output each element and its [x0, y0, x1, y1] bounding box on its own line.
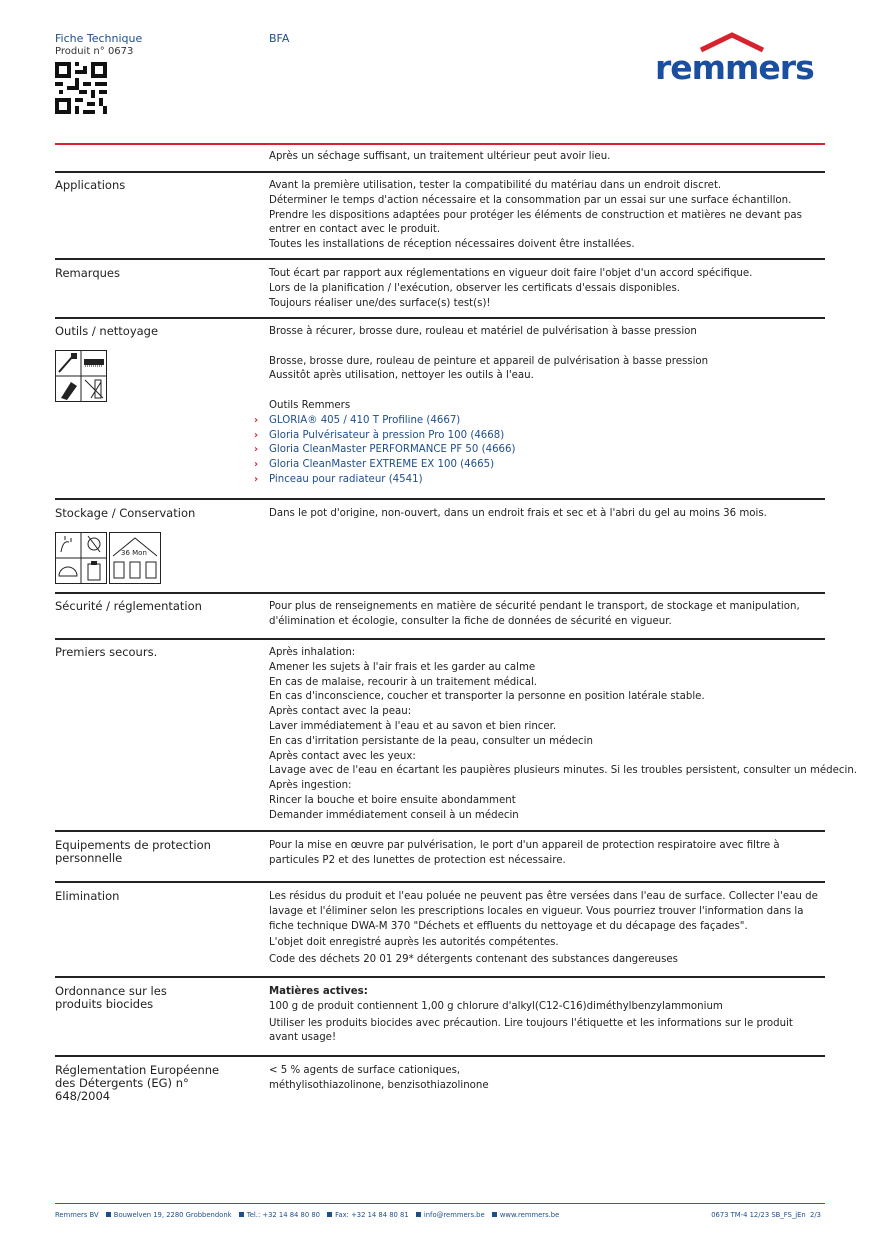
section-divider: [55, 976, 825, 978]
square-bullet-icon: [239, 1212, 244, 1217]
product-name: BFA: [269, 32, 290, 45]
text-paragraph: L'objet doit enregistré auprès les autorités compétentes.: [269, 937, 559, 949]
tool-link-text: Gloria Pulvérisateur à pression Pro 100 (4668): [269, 429, 505, 441]
section-divider: [55, 1055, 825, 1057]
tools-pictogram-icon: [55, 350, 107, 402]
section-content: [269, 600, 825, 630]
tool-link[interactable]: [254, 429, 825, 444]
section-content: [269, 179, 825, 253]
text-line: Brosse, brosse dure, rouleau de peinture et appareil de pulvérisation à basse pression: [269, 355, 709, 367]
section-divider: [55, 638, 825, 640]
section-label: Remarques: [55, 266, 120, 280]
text-line: Aussitôt après utilisation, nettoyer les outils à l'eau.: [269, 370, 534, 382]
section-label: Premiers secours.: [55, 645, 158, 659]
square-bullet-icon: [492, 1212, 497, 1217]
text-line: Brosse à récurer, brosse dure, rouleau et matériel de pulvérisation à basse pression: [269, 326, 697, 337]
chevron-right-icon: ›: [254, 444, 259, 456]
header-divider: [55, 143, 825, 145]
section-divider: [55, 498, 825, 500]
document-header: [55, 32, 142, 58]
text-paragraph: Code des déchets 20 01 29* détergents contenant des substances dangereuses: [269, 954, 678, 966]
section-content: [254, 325, 825, 488]
text-line: En cas d'inconscience, coucher et transporter la personne en position latérale stable.: [269, 691, 705, 703]
text-line: Prendre les dispositions adaptées pour protéger les éléments de construction et matières ne devant pas entrer en contact avec le produit.: [269, 209, 802, 236]
tool-link[interactable]: [254, 414, 825, 429]
text-line: En cas de malaise, recourir à un traitement médical.: [269, 676, 538, 688]
tool-link[interactable]: [254, 458, 825, 473]
section-label: Equipements de protection personnelle: [55, 838, 211, 865]
chevron-right-icon: ›: [254, 429, 259, 441]
logo-text: remmers: [655, 48, 814, 87]
storage-pictogram-icon: [55, 532, 107, 584]
tool-link[interactable]: [254, 443, 825, 458]
shelf-life-pictogram-icon: [109, 532, 161, 584]
section-divider: [55, 881, 825, 883]
text-line: méthylisothiazolinone, benzisothiazolinone: [269, 1079, 489, 1091]
section-label: Réglementation Européenne des Détergents (EG) n° 648/2004: [55, 1063, 220, 1103]
tool-link-text: Pinceau pour radiateur (4541): [269, 473, 423, 485]
footer-web-link[interactable]: www.remmers.be: [499, 1211, 560, 1219]
footer-tel: Tel.: +32 14 84 80 80: [246, 1211, 320, 1219]
text-line: Laver immédiatement à l'eau et au savon et bien rincer.: [269, 720, 557, 732]
text-line: Lavage avec de l'eau en écartant les paupières plusieurs minutes. Si les troubles persistent, consulter un médecin.: [269, 765, 858, 777]
section-content: [269, 507, 825, 522]
text-line: Toujours réaliser une/des surface(s) test(s)!: [269, 297, 491, 309]
text-line: < 5 % agents de surface cationiques,: [269, 1065, 461, 1076]
section-label: Stockage / Conservation: [55, 506, 196, 520]
shelf-life-label: 36 Mon: [121, 549, 147, 557]
tool-link-text: GLORIA® 405 / 410 T Profiline (4667): [269, 414, 461, 426]
text-paragraph: Les résidus du produit et l'eau poluée ne peuvent pas être versées dans l'eau de surface. Collecter l'eau de lavage et l'éliminer selon les prescriptions locales en vigueur. Vous pourriez trouver l'information dans la fiche technique DWA-M 370 "Déchets et effluents du nettoyage et du décapage des façades".: [269, 891, 818, 932]
section-divider: [55, 830, 825, 832]
doc-type: Fiche Technique: [55, 32, 143, 45]
active-substances-title: Matières actives:: [269, 986, 368, 997]
footer-reference: [711, 1211, 821, 1219]
product-number: Produit n° 0673: [55, 46, 134, 57]
text-line: Toutes les installations de réception nécessaires doivent être installées.: [269, 239, 635, 251]
chevron-right-icon: ›: [254, 459, 259, 471]
section-label: Ordonnance sur les produits biocides: [55, 984, 167, 1011]
footer-address: Bouwelven 19, 2280 Grobbendonk: [113, 1211, 232, 1219]
text-line: Tout écart par rapport aux réglementations en vigueur doit faire l'objet d'un accord spécifique.: [269, 268, 753, 279]
footer-page: 2/3: [810, 1211, 821, 1219]
square-bullet-icon: [416, 1212, 421, 1217]
section-divider: [55, 317, 825, 319]
text-line: Déterminer le temps d'action nécessaire et la consommation par un essai sur une surface échantillon.: [269, 194, 792, 206]
footer-company: Remmers BV: [55, 1211, 99, 1219]
text-line: Lors de la planification / l'exécution, observer les certificats d'essais disponibles.: [269, 282, 680, 294]
text-line: En cas d'irritation persistante de la peau, consulter un médecin: [269, 735, 593, 747]
text-line: Après ingestion:: [269, 780, 352, 792]
section-content: [269, 646, 858, 824]
text-line: Pour la mise en œuvre par pulvérisation, le port d'un appareil de protection respiratoire avec filtre à particules P2 et des lunettes de protection est nécessaire.: [269, 840, 780, 866]
footer-ref: 0673 TM-4 12/23 SB_FS_jEn: [711, 1211, 806, 1219]
qr-code-icon: [55, 62, 107, 114]
section-content: [269, 890, 825, 968]
section-label: Sécurité / réglementation: [55, 599, 202, 613]
footer-fax: Fax: +32 14 84 80 81: [335, 1211, 409, 1219]
tools-title: Outils Remmers: [269, 399, 351, 411]
footer-contact: [55, 1211, 559, 1219]
section-label: Outils / nettoyage: [55, 324, 159, 338]
section-divider: [55, 171, 825, 173]
text-line: 100 g de produit contiennent 1,00 g chlorure d'alkyl(C12-C16)diméthylbenzylammonium: [269, 1000, 723, 1012]
text-line: Après contact avec la peau:: [269, 706, 412, 718]
section-content: [269, 839, 825, 869]
text-line: Avant la première utilisation, tester la compatibilité du matériau dans un endroit discret.: [269, 180, 722, 191]
text-line: Rincer la bouche et boire ensuite abondamment: [269, 794, 516, 806]
text-line: Utiliser les produits biocides avec précaution. Lire toujours l'étiquette et les informations sur le produit avant usage!: [269, 1017, 793, 1044]
text-line: Dans le pot d'origine, non-ouvert, dans un endroit frais et sec et à l'abri du gel au moins 36 mois.: [269, 508, 767, 519]
section-divider: [55, 258, 825, 260]
chevron-right-icon: ›: [254, 414, 259, 426]
square-bullet-icon: [327, 1212, 332, 1217]
tool-link[interactable]: [254, 473, 825, 488]
footer-email-link[interactable]: info@remmers.be: [423, 1211, 485, 1219]
text-line: Après contact avec les yeux:: [269, 750, 416, 762]
footer-divider: [55, 1203, 825, 1204]
section-content: [269, 985, 825, 1046]
text-line: Amener les sujets à l'air frais et les garder au calme: [269, 661, 536, 673]
text-line: Après inhalation:: [269, 647, 356, 658]
text-line: Demander immédiatement conseil à un médecin: [269, 809, 519, 821]
section-label: Elimination: [55, 889, 120, 903]
square-bullet-icon: [106, 1212, 111, 1217]
intro-text: Après un séchage suffisant, un traitement ultérieur peut avoir lieu.: [269, 151, 611, 162]
text-line: Pour plus de renseignements en matière de sécurité pendant le transport, de stockage et manipulation, d'élimination et écologie, consulter la fiche de données de sécurité en vigueur.: [269, 601, 800, 627]
section-content: [269, 1064, 825, 1094]
tool-link-text: Gloria CleanMaster PERFORMANCE PF 50 (4666): [269, 444, 516, 456]
section-divider: [55, 592, 825, 594]
section-label: Applications: [55, 178, 126, 192]
tool-link-text: Gloria CleanMaster EXTREME EX 100 (4665): [269, 459, 495, 471]
remmers-logo: [655, 32, 825, 88]
section-content: [269, 267, 825, 311]
chevron-right-icon: ›: [254, 473, 259, 485]
